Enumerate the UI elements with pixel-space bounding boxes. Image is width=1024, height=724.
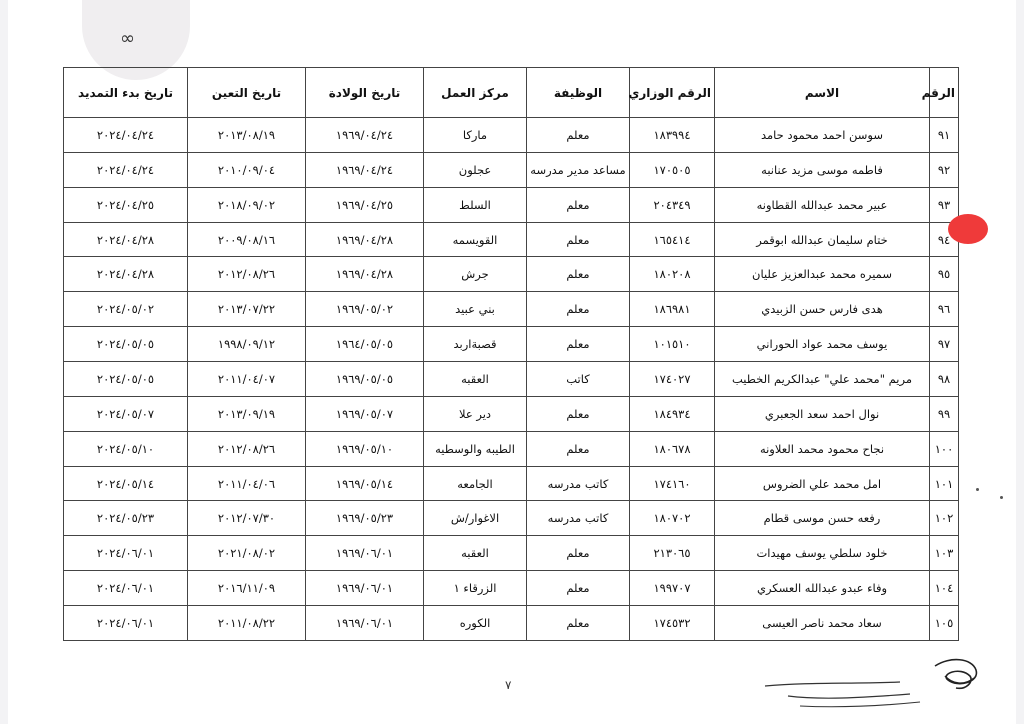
cell-appointment-date: ٢٠١٢/٠٨/٢٦ — [188, 431, 306, 466]
cell-appointment-date: ٢٠١٣/٠٩/١٩ — [188, 396, 306, 431]
cell-job: معلم — [527, 327, 630, 362]
cell-extension-date: ٢٠٢٤/٠٤/٢٨ — [64, 257, 188, 292]
table-row — [64, 431, 959, 466]
signature — [760, 648, 990, 718]
header-name: الاسم — [715, 68, 930, 118]
cell-job: معلم — [527, 187, 630, 222]
cell-workplace: بني عبيد — [424, 292, 527, 327]
cell-job: كاتب مدرسه — [527, 466, 630, 501]
cell-appointment-date: ٢٠١٦/١١/٠٩ — [188, 571, 306, 606]
header-appointment-date: تاريخ التعين — [188, 68, 306, 118]
cell-workplace: دير علا — [424, 396, 527, 431]
cell-ministry-number: ٢١٣٠٦٥ — [630, 536, 715, 571]
cell-workplace: الطيبه والوسطيه — [424, 431, 527, 466]
cell-ministry-number: ١٧٠٥٠٥ — [630, 152, 715, 187]
cell-workplace: العقبه — [424, 536, 527, 571]
header-workplace: مركز العمل — [424, 68, 527, 118]
cell-name: سعاد محمد ناصر العيسى — [715, 606, 930, 641]
cell-ministry-number: ١٧٤١٦٠ — [630, 466, 715, 501]
cell-workplace: العقبه — [424, 362, 527, 397]
table-row — [64, 466, 959, 501]
cell-job: معلم — [527, 222, 630, 257]
cell-name: يوسف محمد عواد الحوراني — [715, 327, 930, 362]
table-row — [64, 222, 959, 257]
corner-number: ∞ — [120, 28, 135, 49]
cell-name: وفاء عبدو عبدالله العسكري — [715, 571, 930, 606]
cell-appointment-date: ٢٠١٨/٠٩/٠٢ — [188, 187, 306, 222]
cell-extension-date: ٢٠٢٤/٠٦/٠١ — [64, 571, 188, 606]
cell-number: ٩٥ — [930, 257, 959, 292]
cell-name: خلود سلطي يوسف مهيدات — [715, 536, 930, 571]
table-row — [64, 396, 959, 431]
cell-extension-date: ٢٠٢٤/٠٥/٠٥ — [64, 362, 188, 397]
header-extension-date: تاريخ بدء التمديد — [64, 68, 188, 118]
cell-appointment-date: ٢٠١١/٠٤/٠٧ — [188, 362, 306, 397]
cell-birth-date: ١٩٦٩/٠٦/٠١ — [306, 536, 424, 571]
cell-job: معلم — [527, 606, 630, 641]
table-row — [64, 327, 959, 362]
cell-name: رفعه حسن موسى قطام — [715, 501, 930, 536]
cell-appointment-date: ٢٠١٠/٠٩/٠٤ — [188, 152, 306, 187]
header-number: الرقم — [930, 68, 959, 118]
cell-job: معلم — [527, 292, 630, 327]
cell-extension-date: ٢٠٢٤/٠٥/٠٧ — [64, 396, 188, 431]
cell-ministry-number: ١٨٤٩٣٤ — [630, 396, 715, 431]
cell-number: ١٠٣ — [930, 536, 959, 571]
cell-ministry-number: ٢٠٤٣٤٩ — [630, 187, 715, 222]
cell-ministry-number: ١٧٤٠٢٧ — [630, 362, 715, 397]
cell-number: ١٠٤ — [930, 571, 959, 606]
cell-job: معلم — [527, 257, 630, 292]
cell-ministry-number: ١٨٠٦٧٨ — [630, 431, 715, 466]
cell-birth-date: ١٩٦٩/٠٤/٢٤ — [306, 118, 424, 153]
cell-birth-date: ١٩٦٩/٠٤/٢٤ — [306, 152, 424, 187]
cell-number: ١٠٠ — [930, 431, 959, 466]
cell-name: مريم "محمد علي" عبدالكريم الخطيب — [715, 362, 930, 397]
cell-ministry-number: ١٠١٥١٠ — [630, 327, 715, 362]
cell-number: ٩٩ — [930, 396, 959, 431]
cell-appointment-date: ١٩٩٨/٠٩/١٢ — [188, 327, 306, 362]
cell-workplace: قصبةاربد — [424, 327, 527, 362]
cell-birth-date: ١٩٦٩/٠٥/٠٧ — [306, 396, 424, 431]
table-row — [64, 501, 959, 536]
cell-extension-date: ٢٠٢٤/٠٥/١٠ — [64, 431, 188, 466]
cell-job: كاتب مدرسه — [527, 501, 630, 536]
cell-birth-date: ١٩٦٩/٠٤/٢٨ — [306, 222, 424, 257]
employees-table — [63, 67, 959, 641]
cell-birth-date: ١٩٦٩/٠٥/٠٥ — [306, 362, 424, 397]
table-row — [64, 187, 959, 222]
header-birth-date: تاريخ الولادة — [306, 68, 424, 118]
cell-extension-date: ٢٠٢٤/٠٥/٠٢ — [64, 292, 188, 327]
cell-number: ٩١ — [930, 118, 959, 153]
cell-name: هدى فارس حسن الزبيدي — [715, 292, 930, 327]
cell-ministry-number: ١٨٣٩٩٤ — [630, 118, 715, 153]
cell-name: امل محمد علي الضروس — [715, 466, 930, 501]
cell-workplace: الجامعه — [424, 466, 527, 501]
table-header-row — [64, 68, 959, 118]
cell-ministry-number: ١٦٥٤١٤ — [630, 222, 715, 257]
cell-job: مساعد مدير مدرسه — [527, 152, 630, 187]
cell-extension-date: ٢٠٢٤/٠٤/٢٤ — [64, 118, 188, 153]
cell-number: ٩٢ — [930, 152, 959, 187]
cell-birth-date: ١٩٦٤/٠٥/٠٥ — [306, 327, 424, 362]
cell-extension-date: ٢٠٢٤/٠٥/٠٥ — [64, 327, 188, 362]
cell-name: نجاح محمود محمد العلاونه — [715, 431, 930, 466]
cell-number: ٩٧ — [930, 327, 959, 362]
cell-extension-date: ٢٠٢٤/٠٦/٠١ — [64, 536, 188, 571]
cell-ministry-number: ١٨٠٧٠٢ — [630, 501, 715, 536]
cell-birth-date: ١٩٦٩/٠٥/٢٣ — [306, 501, 424, 536]
cell-name: سوسن احمد محمود حامد — [715, 118, 930, 153]
cell-name: فاطمه موسى مزيد عنانبه — [715, 152, 930, 187]
cell-number: ٩٣ — [930, 187, 959, 222]
cell-birth-date: ١٩٦٩/٠٥/٠٢ — [306, 292, 424, 327]
cell-number: ٩٤ — [930, 222, 959, 257]
cell-name: نوال احمد سعد الجعبري — [715, 396, 930, 431]
header-job: الوظيفة — [527, 68, 630, 118]
cell-workplace: الكوره — [424, 606, 527, 641]
cell-workplace: عجلون — [424, 152, 527, 187]
cell-job: معلم — [527, 536, 630, 571]
cell-extension-date: ٢٠٢٤/٠٤/٢٨ — [64, 222, 188, 257]
cell-ministry-number: ١٩٩٧٠٧ — [630, 571, 715, 606]
cell-birth-date: ١٩٦٩/٠٤/٢٥ — [306, 187, 424, 222]
cell-extension-date: ٢٠٢٤/٠٤/٢٥ — [64, 187, 188, 222]
table-row — [64, 292, 959, 327]
table-row — [64, 362, 959, 397]
cell-birth-date: ١٩٦٩/٠٦/٠١ — [306, 606, 424, 641]
cell-extension-date: ٢٠٢٤/٠٦/٠١ — [64, 606, 188, 641]
cell-name: عبير محمد عبدالله القطاونه — [715, 187, 930, 222]
table-row — [64, 152, 959, 187]
table-row — [64, 571, 959, 606]
cell-appointment-date: ٢٠١٣/٠٧/٢٢ — [188, 292, 306, 327]
cell-appointment-date: ٢٠١٣/٠٨/١٩ — [188, 118, 306, 153]
cell-ministry-number: ١٨٦٩٨١ — [630, 292, 715, 327]
cell-number: ١٠١ — [930, 466, 959, 501]
cell-extension-date: ٢٠٢٤/٠٥/٢٣ — [64, 501, 188, 536]
cell-birth-date: ١٩٦٩/٠٦/٠١ — [306, 571, 424, 606]
cell-appointment-date: ٢٠١٢/٠٨/٢٦ — [188, 257, 306, 292]
table-body — [64, 118, 959, 641]
cell-workplace: ماركا — [424, 118, 527, 153]
cell-number: ١٠٢ — [930, 501, 959, 536]
cell-birth-date: ١٩٦٩/٠٥/١٤ — [306, 466, 424, 501]
cell-name: سميره محمد عبدالعزيز عليان — [715, 257, 930, 292]
cell-birth-date: ١٩٦٩/٠٥/١٠ — [306, 431, 424, 466]
page-number: ٧ — [505, 678, 512, 692]
cell-job: معلم — [527, 571, 630, 606]
table-row — [64, 118, 959, 153]
red-marker — [948, 214, 988, 244]
table-row — [64, 257, 959, 292]
speck — [1000, 496, 1003, 499]
cell-job: معلم — [527, 431, 630, 466]
cell-ministry-number: ١٧٤٥٣٢ — [630, 606, 715, 641]
cell-appointment-date: ٢٠١٢/٠٧/٣٠ — [188, 501, 306, 536]
cell-ministry-number: ١٨٠٢٠٨ — [630, 257, 715, 292]
cell-appointment-date: ٢٠٠٩/٠٨/١٦ — [188, 222, 306, 257]
cell-workplace: جرش — [424, 257, 527, 292]
cell-appointment-date: ٢٠٢١/٠٨/٠٢ — [188, 536, 306, 571]
cell-workplace: القويسمه — [424, 222, 527, 257]
cell-extension-date: ٢٠٢٤/٠٥/١٤ — [64, 466, 188, 501]
cell-name: ختام سليمان عبدالله ابوقمر — [715, 222, 930, 257]
cell-extension-date: ٢٠٢٤/٠٤/٢٤ — [64, 152, 188, 187]
cell-number: ٩٨ — [930, 362, 959, 397]
cell-job: معلم — [527, 118, 630, 153]
table-row — [64, 606, 959, 641]
cell-appointment-date: ٢٠١١/٠٨/٢٢ — [188, 606, 306, 641]
header-ministry-number: الرقم الوزاري — [630, 68, 715, 118]
cell-birth-date: ١٩٦٩/٠٤/٢٨ — [306, 257, 424, 292]
speck — [976, 488, 979, 491]
cell-job: كاتب — [527, 362, 630, 397]
cell-number: ١٠٥ — [930, 606, 959, 641]
cell-workplace: الاغوار/ش — [424, 501, 527, 536]
cell-workplace: الزرقاء ١ — [424, 571, 527, 606]
table-row — [64, 536, 959, 571]
cell-workplace: السلط — [424, 187, 527, 222]
cell-number: ٩٦ — [930, 292, 959, 327]
cell-job: معلم — [527, 396, 630, 431]
cell-appointment-date: ٢٠١١/٠٤/٠٦ — [188, 466, 306, 501]
